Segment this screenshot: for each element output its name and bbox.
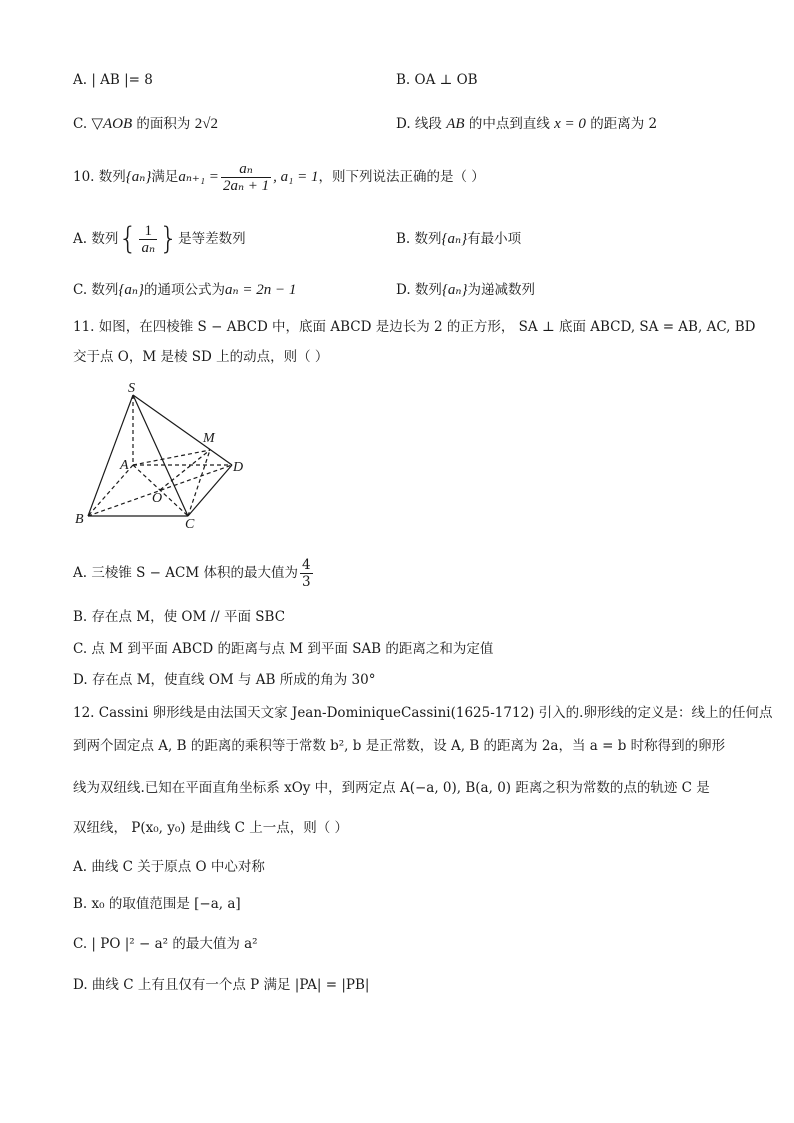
label-b: B [75, 512, 84, 527]
label-d: D [233, 460, 244, 475]
q9-option-d-mid: 的中点到直线 [464, 116, 555, 132]
q11-option-a [73, 556, 315, 590]
q9-option-c-value: 2√2 [194, 116, 218, 132]
q10-option-c-prefix: C. 数列 [73, 282, 119, 298]
q10-option-a-fraction [139, 223, 157, 256]
q10-stem-mid: 满足 [151, 169, 179, 185]
q10-stem-end: ，则下列说法正确的是（ ） [318, 169, 485, 185]
q11-option-d: D. 存在点 M，使直线 OM 与 AB 所成的角为 30° [73, 672, 376, 688]
q11-option-b: B. 存在点 M，使 OM // 平面 SBC [73, 609, 286, 625]
q10-option-a-denominator: aₙ [141, 240, 156, 256]
q10-condition: , a₁ = 1 [273, 169, 319, 185]
q10-stem [73, 160, 485, 194]
right-brace-glyph: } [159, 221, 179, 257]
q10-stem-prefix: 10. 数列 [73, 169, 126, 185]
q12-stem-line3: 线为双纽线.已知在平面直角坐标系 xOy 中，到两定点 A(−a, 0), B(a, 0) 距离之积为常数的点的轨迹 C 是 [73, 780, 710, 796]
q10-lhs: aₙ₊₁ = [178, 169, 219, 185]
edge-sb [88, 395, 133, 516]
q10-option-c-sequence: {aₙ} [118, 282, 145, 298]
q10-option-a-numerator: 1 [139, 223, 157, 240]
left-brace-glyph: { [118, 221, 138, 257]
q10-fraction-denominator: 2aₙ + 1 [222, 178, 270, 194]
q10-option-b-end: 有最小项 [467, 231, 522, 247]
q10-fraction-numerator: aₙ [221, 161, 271, 178]
q12-option-c: C. | PO |² − a² 的最大值为 a² [73, 936, 258, 952]
label-c: C [185, 517, 195, 530]
q12-stem-line2: 到两个固定点 A, B 的距离的乘积等于常数 b², b 是正常数，设 A, B 的距离为 2a，当 a = b 时称得到的卵形 [73, 738, 726, 754]
label-o: O [152, 491, 163, 506]
q11-stem-line1: 11. 如图，在四棱锥 S − ABCD 中，底面 ABCD 是边长为 2 的正方形， SA ⊥ 底面 ABCD, SA = AB, AC, BD [73, 319, 756, 335]
q10-fraction [221, 161, 271, 194]
label-m: M [203, 431, 215, 446]
q10-option-d-prefix: D. 数列 [396, 282, 442, 298]
segment-am [133, 450, 210, 465]
label-a: A [120, 458, 129, 473]
q10-option-d-end: 为递减数列 [467, 282, 536, 298]
q9-option-d [396, 114, 657, 134]
label-s: S [128, 381, 135, 396]
q10-option-a-end: 是等差数列 [178, 231, 246, 247]
segment-cm [188, 450, 210, 516]
q11-option-a-denominator: 3 [301, 574, 311, 590]
q9-option-b: B. OA ⊥ OB [396, 72, 478, 88]
q10-option-c-formula: aₙ = 2n − 1 [225, 282, 297, 298]
q10-option-b-sequence: {aₙ} [441, 231, 468, 247]
q9-option-c-prefix: C. [73, 116, 92, 132]
q11-option-c: C. 点 M 到平面 ABCD 的距离与点 M 到平面 SAB 的距离之和为定值 [73, 641, 494, 657]
q12-option-a: A. 曲线 C 关于原点 O 中心对称 [73, 859, 265, 875]
q10-option-b [396, 229, 521, 249]
q9-option-c-text: 的面积为 [132, 116, 195, 132]
q10-option-c-mid: 的通项公式为 [144, 282, 226, 298]
q10-option-c [73, 280, 296, 300]
q10-option-b-prefix: B. 数列 [396, 231, 442, 247]
pyramid-figure [70, 378, 260, 530]
q12-stem-line4: 双纽线， P(x₀, y₀) 是曲线 C 上一点，则（ ） [73, 820, 349, 836]
q9-option-a: A. | AB |= 8 [73, 72, 153, 88]
q10-option-a [73, 222, 246, 256]
q9-option-d-segment: AB [446, 116, 465, 132]
q9-option-c [73, 114, 218, 134]
q9-option-d-prefix: D. 线段 [396, 116, 447, 132]
q9-option-d-end: 的距离为 2 [585, 116, 658, 132]
q10-sequence: {aₙ} [125, 169, 152, 185]
q12-stem-line1: 12. Cassini 卵形线是由法国天文家 Jean-DominiqueCassini(1625-1712) 引入的.卵形线的定义是：线上的任何点 [73, 705, 773, 721]
q11-option-a-fraction [300, 557, 313, 590]
q10-option-d-sequence: {aₙ} [441, 282, 468, 298]
q11-option-a-numerator: 4 [301, 557, 311, 573]
q12-option-d: D. 曲线 C 上有且仅有一个点 P 满足 |PA| = |PB| [73, 977, 370, 993]
q12-option-b: B. x₀ 的取值范围是 [−a, a] [73, 896, 241, 912]
edge-sd [133, 395, 232, 465]
q11-option-a-text: A. 三棱锥 S − ACM 体积的最大值为 [73, 565, 298, 581]
q11-stem-line2: 交于点 O，M 是棱 SD 上的动点，则（ ） [73, 349, 329, 365]
q10-option-d [396, 280, 535, 300]
q9-option-c-triangle: ▽AOB [91, 116, 133, 132]
q9-option-d-equation: x = 0 [554, 116, 586, 132]
q10-option-a-prefix: A. 数列 [73, 231, 119, 247]
